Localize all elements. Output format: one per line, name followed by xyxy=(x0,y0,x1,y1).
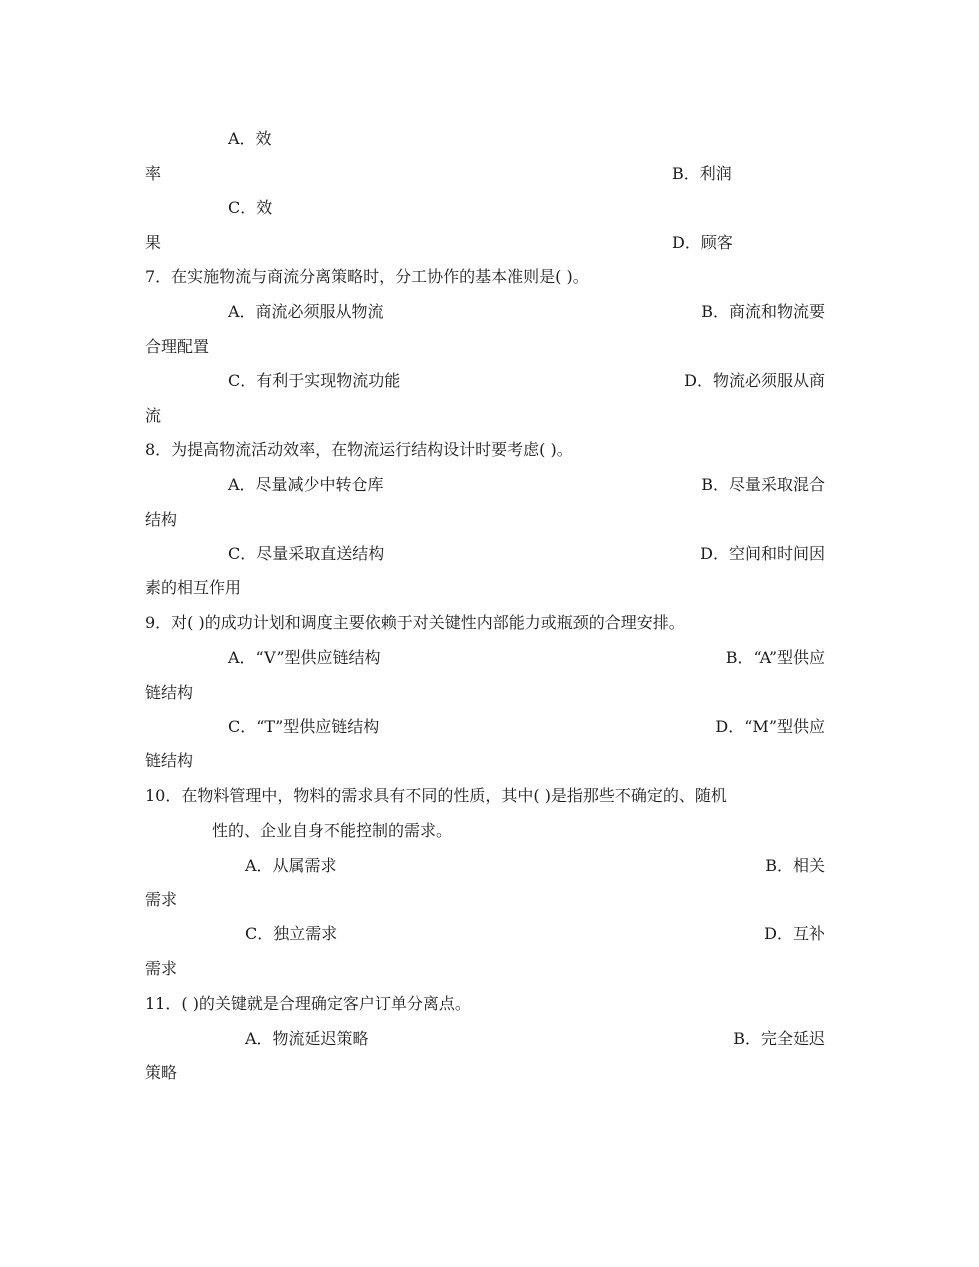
q8-option-a: A．尽量减少中转仓库 xyxy=(228,475,384,494)
q6-option-a: A．效 xyxy=(228,129,272,148)
q10-option-d-wrap: 需求 xyxy=(145,959,178,978)
q6-option-d: D．顾客 xyxy=(672,233,733,252)
q10-stem: 10．在物料管理中，物料的需求具有不同的性质，其中( )是指那些不确定的、随机 xyxy=(145,786,727,805)
q9-option-b-wrap: 链结构 xyxy=(145,683,194,702)
q7-stem: 7．在实施物流与商流分离策略时，分工协作的基本准则是( )。 xyxy=(145,267,589,286)
q10-option-c: C．独立需求 xyxy=(245,924,338,943)
q10-stem-line2: 性的、企业自身不能控制的需求。 xyxy=(212,821,453,840)
q8-option-b: B．尽量采取混合 xyxy=(701,475,825,494)
q8-option-d: D．空间和时间因 xyxy=(700,544,825,563)
q8-option-c: C．尽量采取直送结构 xyxy=(228,544,385,563)
q9-option-c: C．“T”型供应链结构 xyxy=(228,717,380,736)
q9-option-d-wrap: 链结构 xyxy=(145,751,194,770)
q11-option-b-wrap: 策略 xyxy=(145,1063,178,1082)
q11-stem: 11．( )的关键就是合理确定客户订单分离点。 xyxy=(145,994,471,1013)
q6-option-a-wrap: 率 xyxy=(145,164,162,183)
q7-option-c: C．有利于实现物流功能 xyxy=(228,371,401,390)
q11-option-a: A．物流延迟策略 xyxy=(245,1029,369,1048)
q10-option-d: D．互补 xyxy=(764,924,825,943)
q11-option-b: B．完全延迟 xyxy=(733,1029,825,1048)
q9-option-d: D．“M”型供应 xyxy=(715,717,825,736)
q6-option-c: C．效 xyxy=(228,198,273,217)
q9-stem: 9．对( )的成功计划和调度主要依赖于对关键性内部能力或瓶颈的合理安排。 xyxy=(145,613,685,632)
q7-option-b-wrap: 合理配置 xyxy=(145,337,210,356)
q7-option-d: D．物流必须服从商 xyxy=(684,371,825,390)
q9-option-a: A．“V”型供应链结构 xyxy=(228,648,381,667)
q10-option-a: A．从属需求 xyxy=(245,856,337,875)
q8-option-d-wrap: 素的相互作用 xyxy=(145,578,242,597)
q10-option-b-wrap: 需求 xyxy=(145,890,178,909)
q6-option-b: B．利润 xyxy=(672,164,732,183)
q10-option-b: B．相关 xyxy=(765,856,825,875)
q6-option-c-wrap: 果 xyxy=(145,233,162,252)
q8-option-b-wrap: 结构 xyxy=(145,510,178,529)
q7-option-a: A．商流必须服从物流 xyxy=(228,302,384,321)
q8-stem: 8．为提高物流活动效率，在物流运行结构设计时要考虑( )。 xyxy=(145,440,573,459)
q7-option-b: B．商流和物流要 xyxy=(701,302,825,321)
q9-option-b: B．“A”型供应 xyxy=(725,648,825,667)
q7-option-d-wrap: 流 xyxy=(145,406,162,425)
